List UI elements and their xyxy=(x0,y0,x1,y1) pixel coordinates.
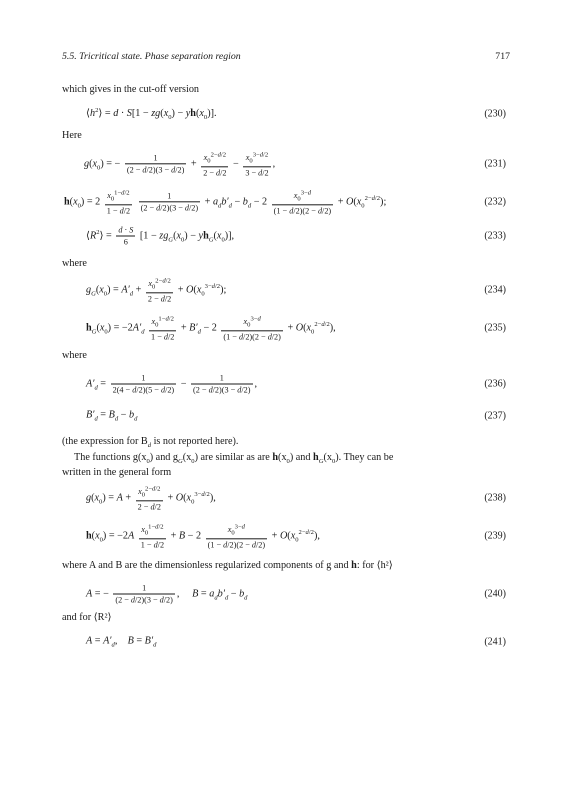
equation-235: $h_G(x_0) = -2A'_d$ $\frac{x_0^{1-d/2}}{1 - d/2}$ + $B'_d - 2$ $\frac{x_0^{3-d}}{(1 - d/2)(2 - d/2)}$ + $O(x_0^{2-d/2})$, (235) xyxy=(86,315,506,342)
equation-number: (236) xyxy=(484,378,506,390)
equation-number: (235) xyxy=(484,322,506,334)
equation-241: $A = A'_d$, $B = B'_d$ (241) xyxy=(86,635,506,649)
equation-236: $A'_d$ = $\frac{1}{2(4 - d/2)(5 - d/2)}$ − $\frac{1}{(2 - d/2)(3 - d/2)}$ , (236) xyxy=(86,373,506,395)
equation-number: (233) xyxy=(484,230,506,242)
text-line: and for ⟨R²⟩ xyxy=(62,612,112,623)
equation-number: (230) xyxy=(484,108,506,120)
equation-number: (239) xyxy=(484,530,506,542)
equation-number: (238) xyxy=(484,492,506,504)
running-header xyxy=(62,51,510,62)
equation-239: $h(x_0) = -2A$ $\frac{x_0^{1-d/2}}{1 - d/2}$ + B − 2 $\frac{x_0^{3-d}}{(1 - d/2)(2 - d/2)}$ + $O(x_0^{2-d/2})$, (239) xyxy=(86,523,506,550)
equation-232: $h(x_0) = 2$ $\frac{x_0^{1-d/2}}{1 - d/2}$ $\frac{1}{(2 - d/2)(3 - d/2)}$ + $a_db'_d - b_d - 2$ $\frac{x_0^{3-d}}{(1 - d/2)(2 - d/2)}$ + $O(x_0^{2-d/2})$; (232) xyxy=(64,189,506,216)
equation-number: (232) xyxy=(484,196,506,208)
text-line: written in the general form xyxy=(62,467,172,478)
text-line: The functions $g(x_0)$ and $g_G(x_0)$ are similar as are $h(x_0)$ and $h_G(x_0)$. They can be xyxy=(74,452,394,466)
text-line: where xyxy=(62,258,87,269)
equation-number: (241) xyxy=(484,636,506,648)
equation-230: $⟨h^2⟩ = d \cdot S[1 - zg(x_0) - yh(x_0)]$. (230) xyxy=(86,106,506,122)
equation-233: $⟨R^2⟩$ = $\frac{d \cdot S}{6}$ $[1 - zg_G(x_0) - yh_G(x_0)]$, (233) xyxy=(86,225,506,247)
text-line: Here xyxy=(62,130,82,141)
text-line: where A and B are the dimensionless regularized components of g and h: for ⟨h²⟩ xyxy=(62,560,393,571)
equation-231: $g(x_0)$ = − $\frac{1}{(2 - d/2)(3 - d/2)}$ + $\frac{x_0^{2-d/2}}{2 - d/2}$ − $\frac{x_0^{3-d/2}}{3 - d/2}$ , (231) xyxy=(84,151,506,178)
text-line: where xyxy=(62,350,87,361)
page-number: 717 xyxy=(495,51,510,62)
equation-number: (240) xyxy=(484,588,506,600)
text-line: which gives in the cut-off version xyxy=(62,84,200,95)
section-title: 5.5. Tricritical state. Phase separation region xyxy=(62,51,241,62)
equation-number: (234) xyxy=(484,284,506,296)
text-line: (the expression for $B_d$ is not reported here). xyxy=(62,436,239,450)
equation-240: A = − $\frac{1}{(2 - d/2)(3 - d/2)}$ , $B = a_db'_d - b_d$ (240) xyxy=(86,583,506,605)
equation-number: (231) xyxy=(484,158,506,170)
equation-number: (237) xyxy=(484,410,506,422)
equation-237: $B'_d = B_d - b_d$ (237) xyxy=(86,409,506,423)
equation-238: $g(x_0) = A$ + $\frac{x_0^{2-d/2}}{2 - d/2}$ + $O(x_0^{3-d/2})$, (238) xyxy=(86,485,506,512)
equation-234: $g_G(x_0) = A'_d$ + $\frac{x_0^{2-d/2}}{2 - d/2}$ + $O(x_0^{3-d/2})$; (234) xyxy=(86,277,506,304)
